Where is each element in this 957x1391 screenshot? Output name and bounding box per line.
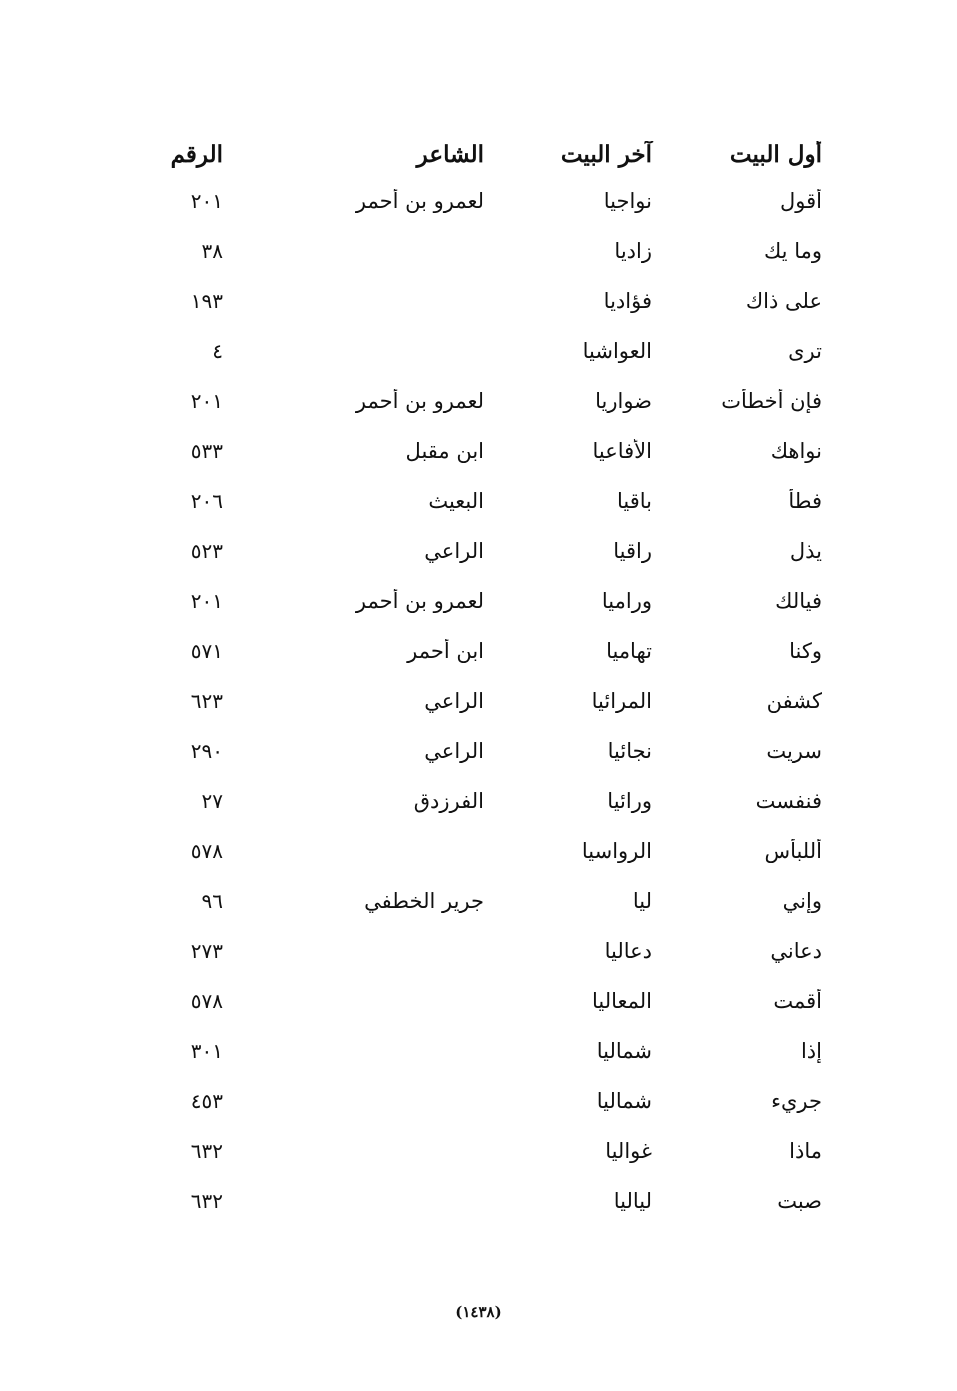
last-verse-cell: العواشيا [582, 339, 652, 363]
first-verse-cell: فإن أخطأت [721, 389, 822, 413]
table-row [150, 976, 830, 1026]
poet-cell: الراعي [424, 539, 484, 563]
table-row [150, 926, 830, 976]
poet-cell: لعمرو بن أحمر [355, 189, 484, 213]
first-verse-cell: إذا [800, 1039, 822, 1063]
number-cell: ٥٧٨ [190, 839, 223, 863]
first-verse-cell: أللبأس [764, 839, 822, 863]
last-verse-cell: فؤاديا [603, 289, 652, 313]
last-verse-cell: زاديا [614, 239, 652, 263]
table-row [150, 726, 830, 776]
last-verse-cell: المعاليا [591, 989, 652, 1013]
number-cell: ٦٣٢ [190, 1189, 223, 1213]
first-verse-cell: وإني [782, 889, 822, 913]
number-cell: ٩٦ [201, 889, 223, 913]
last-verse-cell: ضواريا [595, 389, 652, 413]
table-row [150, 1026, 830, 1076]
number-cell: ٢٧٣ [190, 939, 223, 963]
number-cell: ٣٨ [201, 239, 223, 263]
table-row [150, 176, 830, 226]
page-number: (١٤٣٨) [455, 1303, 502, 1321]
first-verse-cell: على ذاك [745, 289, 822, 313]
last-verse-cell: شماليا [596, 1039, 652, 1063]
first-verse-cell: أقول [780, 189, 822, 213]
verse-index-table [150, 132, 830, 1226]
number-cell: ٤ [212, 339, 223, 363]
number-cell: ٢٩٠ [190, 739, 223, 763]
table-row [150, 276, 830, 326]
last-verse-cell: المرائيا [591, 689, 652, 713]
number-cell: ٥٣٣ [190, 439, 223, 463]
table-row [150, 226, 830, 276]
table-row [150, 526, 830, 576]
poet-cell: ابن أحمر [407, 639, 484, 663]
last-verse-cell: دعاليا [604, 939, 652, 963]
first-verse-cell: ترى [788, 339, 822, 363]
header-number: الرقم [170, 140, 223, 168]
table-row [150, 876, 830, 926]
poet-cell: جرير الخطفي [364, 889, 484, 913]
first-verse-cell: نواهك [770, 439, 822, 463]
poet-cell: الراعي [424, 689, 484, 713]
table-row [150, 826, 830, 876]
table-row [150, 1126, 830, 1176]
first-verse-cell: وكنا [789, 639, 822, 663]
table-row [150, 1076, 830, 1126]
table-row [150, 426, 830, 476]
first-verse-cell: دعاني [770, 939, 822, 963]
poet-cell: الراعي [424, 739, 484, 763]
number-cell: ٦٢٣ [190, 689, 223, 713]
poet-cell: ابن مقبل [405, 439, 484, 463]
number-cell: ٣٠١ [190, 1039, 223, 1063]
number-cell: ٢٠١ [190, 589, 223, 613]
last-verse-cell: راقيا [613, 539, 652, 563]
last-verse-cell: باقيا [616, 489, 652, 513]
number-cell: ٢٠١ [190, 189, 223, 213]
table-row [150, 1176, 830, 1226]
last-verse-cell: الأفاعيا [592, 439, 652, 463]
table-body [150, 176, 830, 1226]
poet-cell: لعمرو بن أحمر [355, 589, 484, 613]
last-verse-cell: نواجيا [603, 189, 652, 213]
poet-cell: الفرزدق [413, 789, 484, 813]
last-verse-cell: ورائيا [607, 789, 652, 813]
last-verse-cell: الرواسيا [581, 839, 652, 863]
poet-cell: البعيث [428, 489, 484, 513]
first-verse-cell: سريت [766, 739, 822, 763]
header-last-verse: آخر البيت [560, 140, 652, 168]
number-cell: ٢٧ [201, 789, 223, 813]
table-row [150, 626, 830, 676]
number-cell: ٤٥٣ [190, 1089, 223, 1113]
last-verse-cell: لياليا [613, 1189, 652, 1213]
last-verse-cell: تهاميا [606, 639, 652, 663]
poet-cell: لعمرو بن أحمر [355, 389, 484, 413]
first-verse-cell: يذل [789, 539, 822, 563]
header-poet: الشاعر [416, 140, 484, 168]
first-verse-cell: كشفن [766, 689, 822, 713]
first-verse-cell: ماذا [789, 1139, 822, 1163]
last-verse-cell: غواليا [605, 1139, 652, 1163]
table-row [150, 576, 830, 626]
table-header [150, 132, 830, 176]
first-verse-cell: جريء [771, 1089, 822, 1113]
first-verse-cell: فنفست [755, 789, 822, 813]
table-row [150, 376, 830, 426]
number-cell: ٥٧٨ [190, 989, 223, 1013]
first-verse-cell: صبت [777, 1189, 822, 1213]
number-cell: ٥٧١ [190, 639, 223, 663]
last-verse-cell: شماليا [596, 1089, 652, 1113]
last-verse-cell: ليا [632, 889, 652, 913]
header-first-verse: أول البيت [729, 140, 822, 168]
number-cell: ٦٣٢ [190, 1139, 223, 1163]
table-row [150, 326, 830, 376]
table-row [150, 776, 830, 826]
first-verse-cell: أقمت [773, 989, 822, 1013]
last-verse-cell: وراميا [601, 589, 652, 613]
first-verse-cell: فطأ [788, 489, 822, 513]
last-verse-cell: نجائيا [607, 739, 652, 763]
number-cell: ٢٠١ [190, 389, 223, 413]
table-row [150, 476, 830, 526]
number-cell: ٥٢٣ [190, 539, 223, 563]
number-cell: ١٩٣ [190, 289, 223, 313]
table-row [150, 676, 830, 726]
first-verse-cell: فيالك [775, 589, 822, 613]
first-verse-cell: وما يك [763, 239, 822, 263]
number-cell: ٢٠٦ [190, 489, 223, 513]
